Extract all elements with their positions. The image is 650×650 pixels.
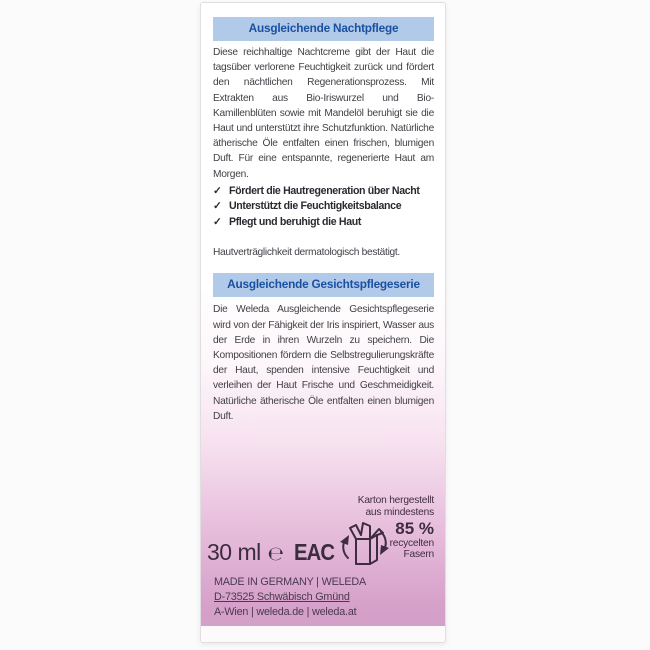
recycled-note-line: Fasern	[403, 549, 434, 561]
address-line: D-73525 Schwäbisch Gmünd	[214, 591, 350, 603]
made-in-line: MADE IN GERMANY | WELEDA	[214, 576, 366, 588]
checkmark-icon: ✓	[213, 200, 222, 213]
eac-mark: EAC	[294, 539, 335, 565]
nachtpflege-description: Diese reichhaltige Nachtcreme gibt der Haut die tagsüber verlorene Feuchtigkeit zurück und fördert den nächtlichen Regenerationsprozess. Mit Extrakten aus Bio-Iriswurzel und Bio-Kamillenblüten sowie mit Mandelöl beruhigt sie die Haut und unterstützt ihre Schutzfunktion. Natürliche ätherische Öle entfalten einen frischen, blumigen Duft. Für eine entspannte, regenerierte Haut am Morgen.	[213, 47, 434, 180]
website-line: A-Wien | weleda.de | weleda.at	[214, 606, 357, 618]
list-item	[213, 184, 434, 200]
recycled-note-line: Karton hergestellt	[357, 495, 434, 506]
estimated-sign: ℮	[267, 543, 284, 565]
recycled-note-line: recycelten	[389, 537, 434, 549]
list-item	[213, 215, 434, 231]
carton-bottom-flap-edge	[201, 626, 445, 642]
benefit-text: Unterstützt die Feuchtigkeitsbalance	[229, 200, 402, 213]
checkmark-icon: ✓	[213, 215, 222, 228]
volume-row	[207, 539, 340, 566]
recycled-percentage: 85 %	[395, 518, 434, 538]
gesichtspflegeserie-description: Die Weleda Ausgleichende Gesichtspflegeserie wird von der Fähigkeit der Iris inspiriert, Wasser aus der Erde in ihren Wurzeln zu speichern. Die Kompositionen fördern die Selbstregulierungskräfte der Haut, spenden intensive Feuchtigkeit und verleihen der Haut Frische und Geschmeidigkeit. Natürliche ätherische Öle entfalten einen blumigen Duft.	[213, 304, 434, 422]
checkmark-icon: ✓	[213, 184, 222, 197]
dermatology-note: Hautverträglichkeit dermatologisch bestätigt.	[213, 247, 400, 259]
volume-value: 30 ml	[207, 539, 261, 565]
recycling-carton-icon	[336, 519, 392, 574]
product-box-back-panel	[200, 2, 446, 643]
printed-label-area	[201, 3, 445, 626]
manufacturer-address-block	[214, 575, 366, 620]
benefit-list	[213, 184, 434, 231]
benefit-text: Pflegt und beruhigt die Haut	[229, 215, 362, 228]
benefit-text: Fördert die Hautregeneration über Nacht	[229, 184, 420, 197]
recycled-note-line: aus mindestens	[365, 506, 434, 518]
list-item	[213, 199, 434, 215]
section-header-gesichtspflegeserie: Ausgleichende Gesichtspflegeserie	[213, 273, 434, 297]
section-header-nachtpflege: Ausgleichende Nachtpflege	[213, 17, 434, 41]
